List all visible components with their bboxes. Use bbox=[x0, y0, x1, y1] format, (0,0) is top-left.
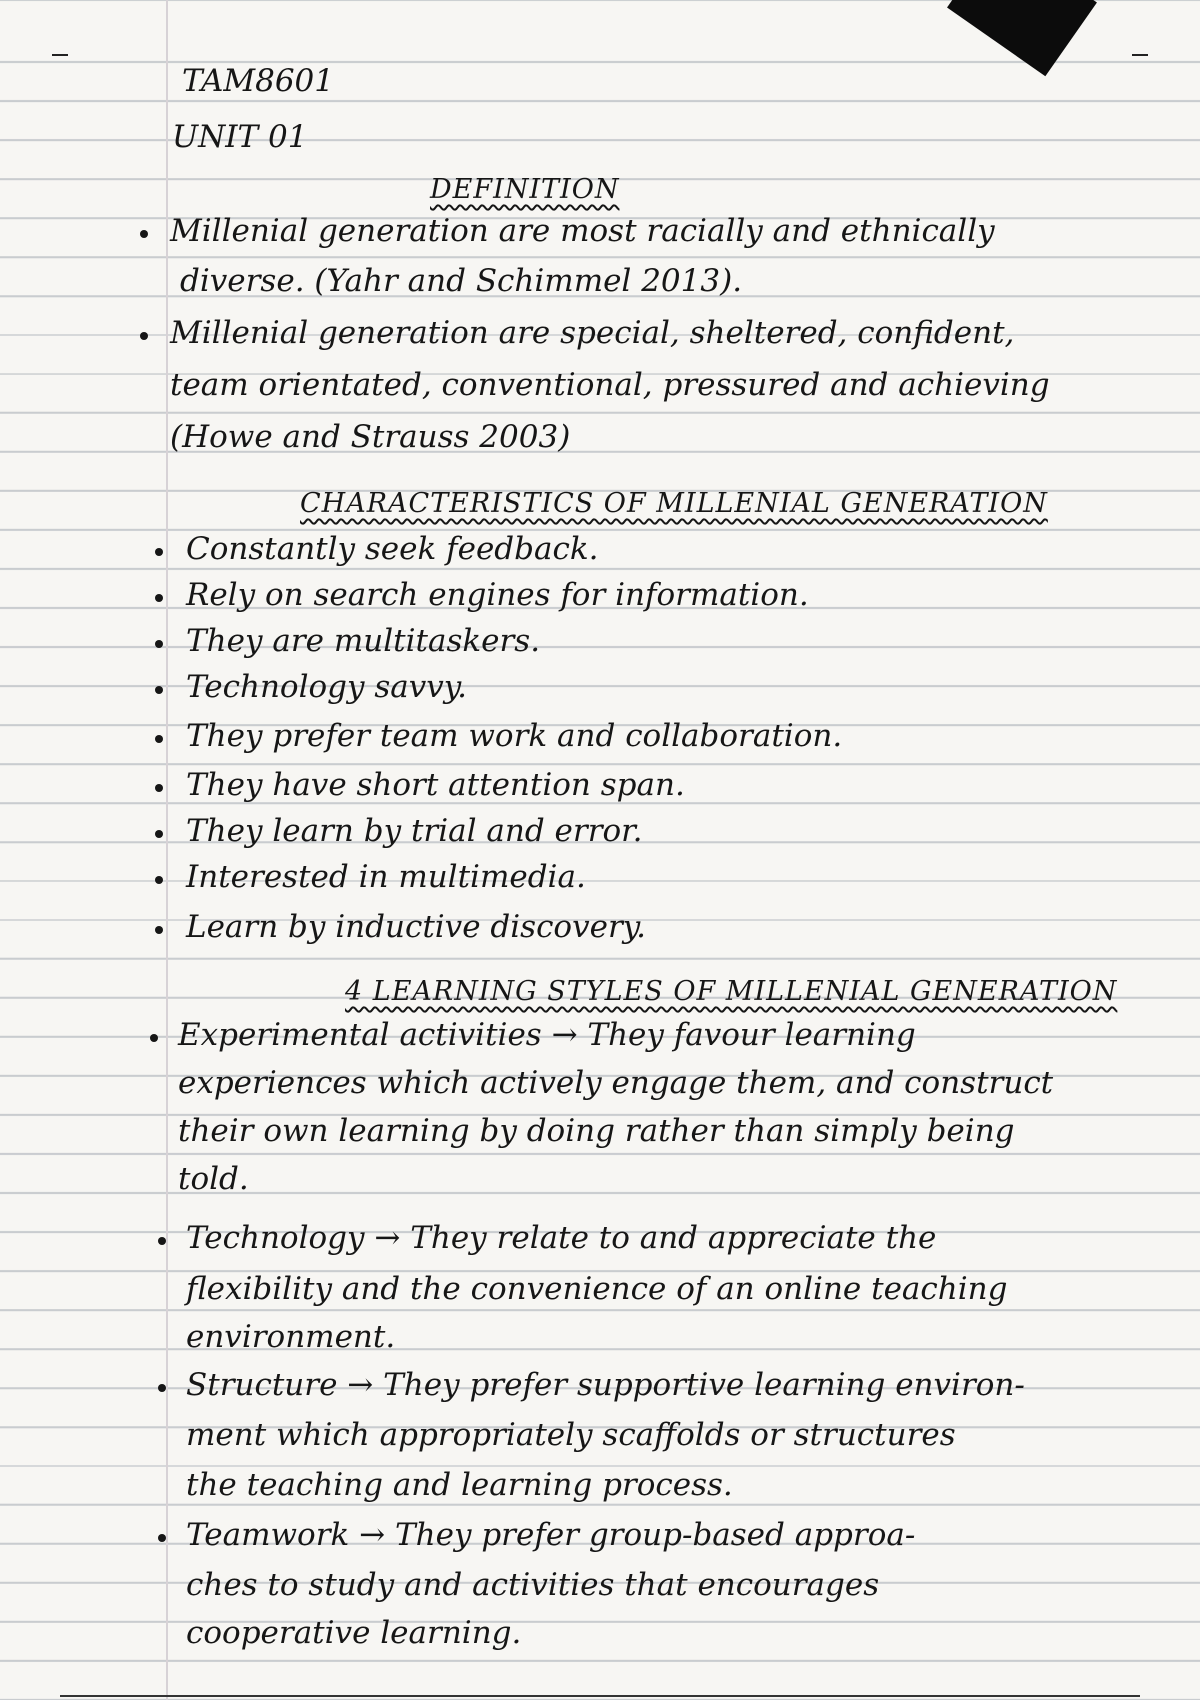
definition-heading: DEFINITION bbox=[430, 174, 620, 205]
bottom-rule bbox=[60, 1695, 1140, 1697]
bullet bbox=[155, 640, 163, 648]
learning-style-line: cooperative learning. bbox=[186, 1615, 522, 1651]
learning-style-line: the teaching and learning process. bbox=[186, 1467, 733, 1503]
bullet bbox=[155, 830, 163, 838]
bullet bbox=[140, 332, 148, 340]
bullet bbox=[155, 594, 163, 602]
characteristic-item: Interested in multimedia. bbox=[186, 859, 586, 895]
learning-style-line: their own learning by doing rather than simply being bbox=[178, 1113, 1015, 1149]
definition-line: team orientated, conventional, pressured and achieving bbox=[170, 367, 1050, 403]
bullet bbox=[155, 784, 163, 792]
learning-style-line: environment. bbox=[186, 1319, 396, 1355]
characteristic-item: They have short attention span. bbox=[186, 767, 685, 803]
course-code: TAM8601 bbox=[182, 63, 335, 99]
bullet bbox=[155, 926, 163, 934]
characteristics-heading: CHARACTERISTICS OF MILLENIAL GENERATION bbox=[300, 488, 1048, 519]
bullet bbox=[150, 1034, 158, 1042]
definition-line: Millenial generation are special, sheltered, confident, bbox=[170, 315, 1015, 351]
learning-style-line: flexibility and the convenience of an online teaching bbox=[186, 1271, 1008, 1307]
bullet bbox=[158, 1534, 166, 1542]
characteristic-item: Rely on search engines for information. bbox=[186, 577, 809, 613]
definition-line: (Howe and Strauss 2003) bbox=[170, 419, 571, 455]
unit-label: UNIT 01 bbox=[172, 119, 308, 155]
learning-style-line: experiences which actively engage them, and construct bbox=[178, 1065, 1054, 1101]
learning-style-line: told. bbox=[178, 1161, 249, 1197]
definition-line: diverse. (Yahr and Schimmel 2013). bbox=[180, 263, 743, 299]
right-edge-tick bbox=[1132, 54, 1148, 56]
learning-style-line: ches to study and activities that encourages bbox=[186, 1567, 880, 1603]
bullet bbox=[155, 548, 163, 556]
characteristic-item: Technology savvy. bbox=[186, 669, 468, 705]
characteristic-item: Learn by inductive discovery. bbox=[186, 909, 647, 945]
learning-style-line: Structure → They prefer supportive learning environ- bbox=[186, 1367, 1025, 1403]
learning-style-line: Experimental activities → They favour learning bbox=[178, 1017, 916, 1053]
characteristic-item: Constantly seek feedback. bbox=[186, 531, 599, 567]
page-corner-shadow bbox=[947, 0, 1097, 76]
bullet bbox=[155, 686, 163, 694]
bullet bbox=[140, 230, 148, 238]
definition-line: Millenial generation are most racially and ethnically bbox=[170, 213, 995, 249]
left-edge-tick bbox=[52, 54, 68, 56]
characteristic-item: They prefer team work and collaboration. bbox=[186, 718, 843, 754]
bullet bbox=[155, 876, 163, 884]
bullet bbox=[158, 1237, 166, 1245]
learning-style-line: Technology → They relate to and appreciate the bbox=[186, 1220, 937, 1256]
learning-styles-heading: 4 LEARNING STYLES OF MILLENIAL GENERATION bbox=[345, 976, 1118, 1007]
margin-line bbox=[166, 0, 168, 1700]
characteristic-item: They are multitaskers. bbox=[186, 623, 541, 659]
bullet bbox=[158, 1384, 166, 1392]
bullet bbox=[155, 735, 163, 743]
learning-style-line: Teamwork → They prefer group-based approa- bbox=[186, 1517, 916, 1553]
characteristic-item: They learn by trial and error. bbox=[186, 813, 643, 849]
learning-style-line: ment which appropriately scaffolds or structures bbox=[186, 1417, 956, 1453]
